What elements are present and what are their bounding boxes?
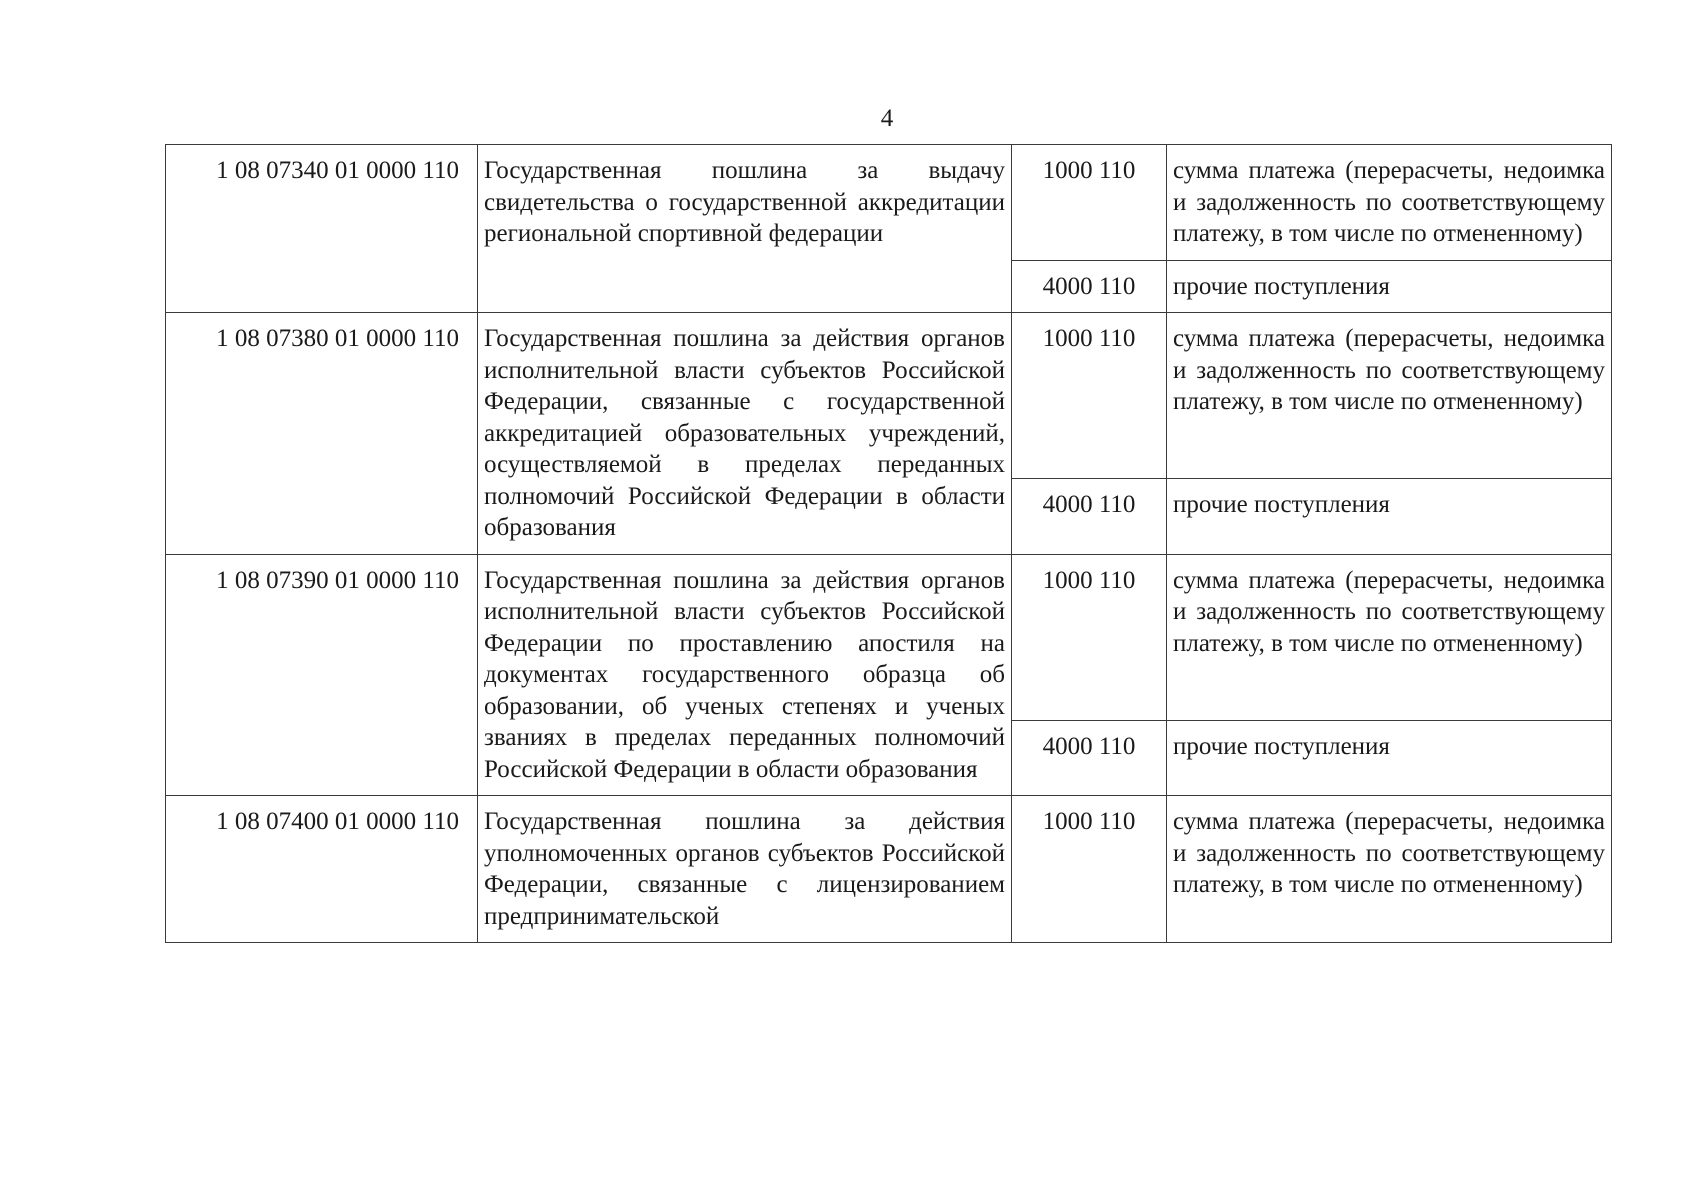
table-row xyxy=(166,796,1612,943)
revenue-name: Государственная пошлина за действия органов исполнительной власти субъектов Российской Федерации, связанные с государственной аккредитацией образовательных учреждений, осуществляемой в пределах переданных полномочий Российской Федерации в области образования xyxy=(478,313,1012,555)
subtype-code: 4000 110 xyxy=(1012,260,1167,313)
page-number: 4 xyxy=(880,105,894,132)
table-row xyxy=(166,554,1612,720)
subtype-code: 1000 110 xyxy=(1012,554,1167,720)
revenue-name: Государственная пошлина за выдачу свидетельства о государственной аккредитации региональной спортивной федерации xyxy=(478,145,1012,313)
subtype-code: 1000 110 xyxy=(1012,313,1167,479)
subtype-description: сумма платежа (перерасчеты, недоимка и задолженность по соответствующему платежу, в том числе по отмененному) xyxy=(1167,554,1612,720)
subtype-description: прочие поступления xyxy=(1167,479,1612,554)
table-row xyxy=(166,145,1612,261)
revenue-name: Государственная пошлина за действия органов исполнительной власти субъектов Российской Федерации по проставлению апостиля на документах государственного образца об образовании, об ученых степенях и ученых званиях в пределах переданных полномочий Российской Федерации в области образования xyxy=(478,554,1012,796)
budget-code: 1 08 07400 01 0000 110 xyxy=(166,796,478,943)
subtype-code: 1000 110 xyxy=(1012,145,1167,261)
revenue-name: Государственная пошлина за действия уполномоченных органов субъектов Российской Федерации, связанные с лицензированием предпринимательской xyxy=(478,796,1012,943)
budget-classification-table xyxy=(165,144,1612,943)
table-row xyxy=(166,313,1612,479)
subtype-code: 4000 110 xyxy=(1012,720,1167,795)
subtype-description: сумма платежа (перерасчеты, недоимка и задолженность по соответствующему платежу, в том числе по отмененному) xyxy=(1167,145,1612,261)
subtype-description: сумма платежа (перерасчеты, недоимка и задолженность по соответствующему платежу, в том числе по отмененному) xyxy=(1167,313,1612,479)
budget-code: 1 08 07380 01 0000 110 xyxy=(166,313,478,555)
subtype-description: прочие поступления xyxy=(1167,720,1612,795)
budget-code: 1 08 07390 01 0000 110 xyxy=(166,554,478,796)
subtype-code: 4000 110 xyxy=(1012,479,1167,554)
subtype-code: 1000 110 xyxy=(1012,796,1167,943)
budget-code: 1 08 07340 01 0000 110 xyxy=(166,145,478,313)
subtype-description: сумма платежа (перерасчеты, недоимка и задолженность по соответствующему платежу, в том числе по отмененному) xyxy=(1167,796,1612,943)
subtype-description: прочие поступления xyxy=(1167,260,1612,313)
